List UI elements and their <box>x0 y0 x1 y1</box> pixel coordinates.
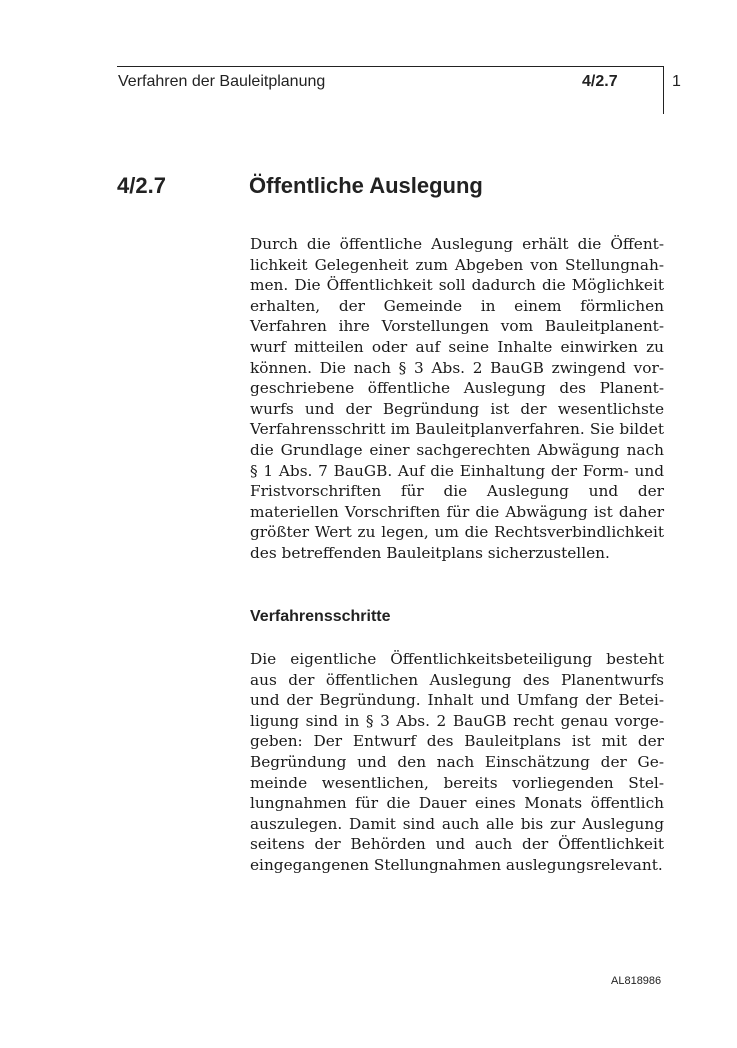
section-title: Öffentliche Auslegung <box>249 173 483 198</box>
running-header-title: Verfahren der Bauleitplanung <box>118 73 326 90</box>
page-number: 1 <box>672 73 681 90</box>
running-header-section-ref: 4/2.7 <box>582 73 618 90</box>
header-rule <box>117 66 663 67</box>
subheading-verfahrensschritte: Verfahrensschritte <box>250 608 391 625</box>
section-number: 4/2.7 <box>117 173 166 198</box>
header-vertical-rule <box>663 66 664 114</box>
intro-paragraph: Durch die öffentliche Auslegung erhält die Öffentlichkeit Gelegenheit zum Abgeben von Stellungnahmen. Die Öffentlichkeit soll dadurch die Möglichkeit erhalten, der Gemeinde in einem förmlichen Verfahren ihre Vorstellungen vom Bauleitplanentwurf mitteilen oder auf seine Inhalte einwirken zu können. Die nach § 3 Abs. 2 BauGB zwingend vorgeschriebene öffentliche Auslegung des Planentwurfs und der Begründung ist der wesentlichste Verfahrensschritt im Bauleitplanverfahren. Sie bildet die Grundlage einer sachgerechten Abwägung nach § 1 Abs. 7 BauGB. Auf die Einhaltung der Form- und Fristvorschriften für die Auslegung und der materiellen Vorschriften für die Abwägung ist daher größter Wert zu legen, um die Rechtsverbindlichkeit des betreffenden Bauleitplans sicherzustellen. <box>250 235 664 562</box>
document-code: AL818986 <box>611 975 662 987</box>
steps-paragraph: Die eigentliche Öffentlichkeitsbeteiligung besteht aus der öffentlichen Auslegung des Planentwurfs und der Begründung. Inhalt und Umfang der Beteiligung sind in § 3 Abs. 2 BauGB recht genau vorgegeben: Der Entwurf des Bauleitplans ist mit der Begründung und den nach Einschätzung der Gemeinde wesentlichen, bereits vorliegenden Stellungnahmen für die Dauer eines Monats öffentlich auszulegen. Damit sind auch alle bis zur Auslegung seitens der Behörden und auch der Öffentlichkeit eingegangenen Stellungnahmen auslegungsrelevant. <box>250 650 664 874</box>
